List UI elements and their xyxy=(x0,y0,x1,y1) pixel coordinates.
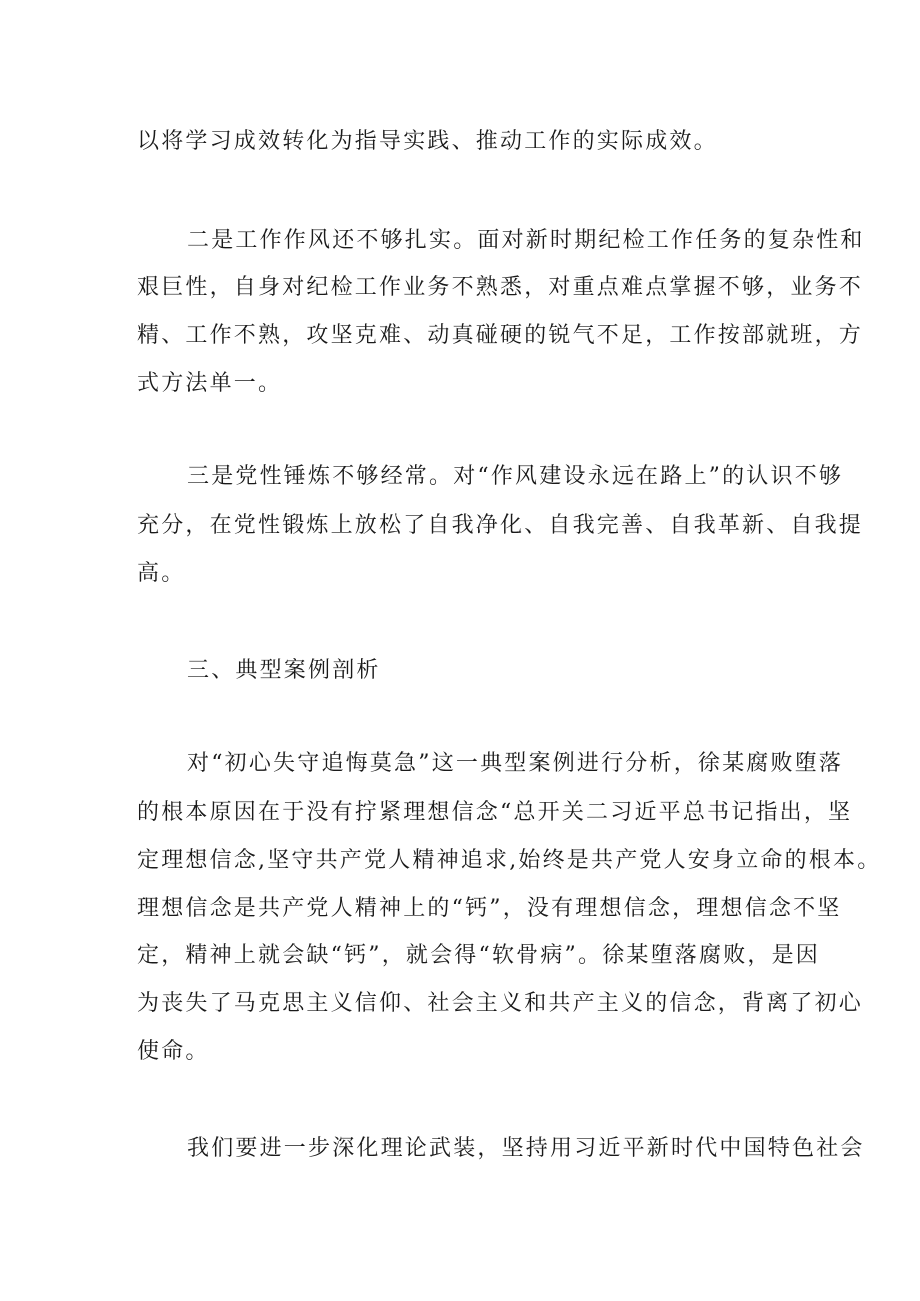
paragraph-line: 对“初心失守追悔莫急”这一典型案例进行分析，徐某腐败堕落 xyxy=(187,751,844,776)
paragraph-line: 为丧失了马克思主义信仰、社会主义和共产主义的信念，背离了初心 xyxy=(137,991,864,1016)
paragraph-line: 精、工作不熟，攻坚克难、动真碰硬的锐气不足，工作按部就班，方 xyxy=(137,323,864,348)
paragraph-line: 使命。 xyxy=(137,1039,210,1064)
paragraph-line: 的根本原因在于没有拧紧理想信念“总开关二习近平总书记指出，坚 xyxy=(137,800,853,825)
paragraph-line: 三是党性锤炼不够经常。对“作风建设永远在路上”的认识不够 xyxy=(187,464,844,489)
paragraph-line: 理想信念是共产党人精神上的“钙”，没有理想信念，理想信念不坚 xyxy=(137,896,842,921)
paragraph-line: 充分，在党性锻炼上放松了自我净化、自我完善、自我革新、自我提 xyxy=(137,513,864,538)
paragraph-line: 高。 xyxy=(137,561,186,586)
paragraph-line: 定，精神上就会缺“钙”，就会得“软骨病”。徐某堕落腐败，是因 xyxy=(137,943,820,968)
paragraph-line: 我们要进一步深化理论武装，坚持用习近平新时代中国特色社会 xyxy=(187,1136,865,1161)
paragraph-line: 以将学习成效转化为指导实践、推动工作的实际成效。 xyxy=(137,129,718,154)
paragraph-line: 定理想信念,坚守共产党人精神追求,始终是共产党人安身立命的根本。 xyxy=(137,848,882,873)
paragraph-line: 艰巨性，自身对纪检工作业务不熟悉，对重点难点掌握不够，业务不 xyxy=(137,275,864,300)
section-heading: 三、典型案例剖析 xyxy=(187,658,381,683)
paragraph-line: 二是工作作风还不够扎实。面对新时期纪检工作任务的复杂性和 xyxy=(187,228,865,253)
paragraph-line: 式方法单一。 xyxy=(137,371,283,396)
